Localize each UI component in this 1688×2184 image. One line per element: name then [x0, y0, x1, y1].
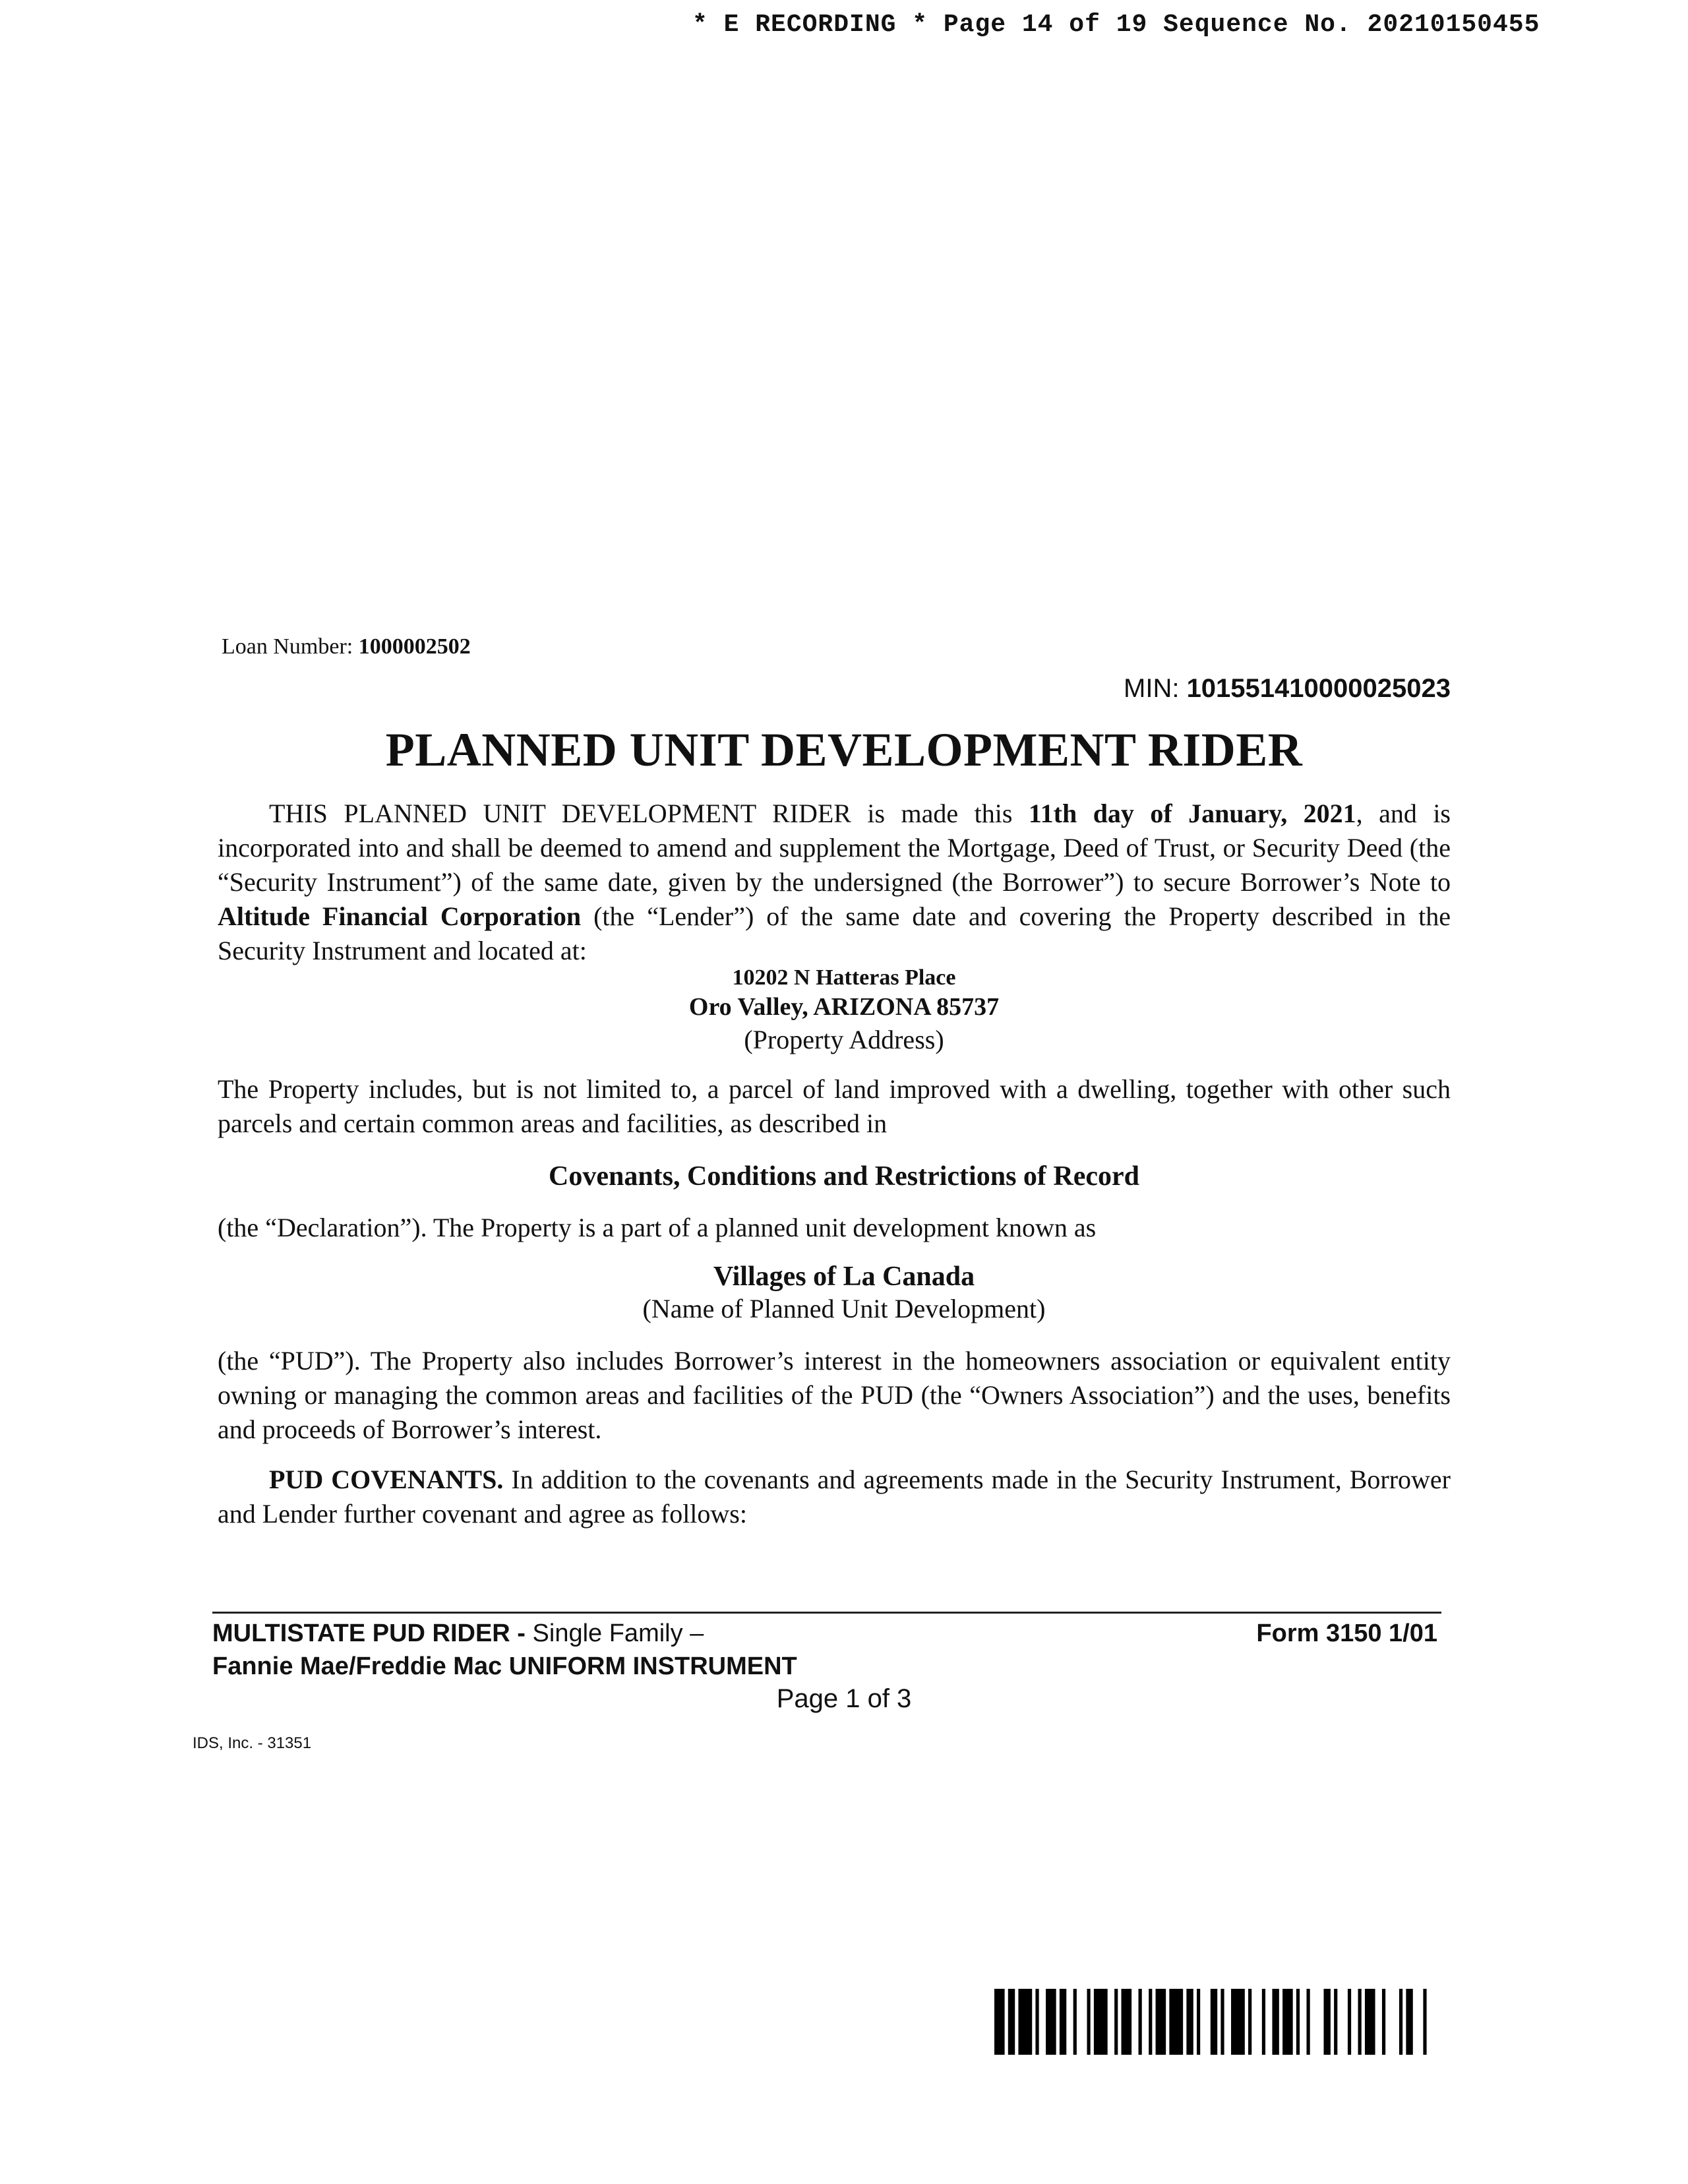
property-includes-paragraph: The Property includes, but is not limited to, a parcel of land improved with a dwelling, together with other such parcels and certain common areas and facilities, as described in — [218, 1074, 1451, 1138]
footer-line-2 — [212, 1650, 797, 1683]
property-city: Oro Valley, ARIZONA 85737 — [688, 993, 1000, 1021]
pud-name: Villages of La Canada — [713, 1261, 975, 1292]
pud-covenants-heading: PUD COVENANTS. — [269, 1465, 504, 1494]
rider-date: 11th day of January, 2021 — [1028, 799, 1356, 828]
footer-line-1 — [212, 1617, 797, 1650]
intro-text-2: , and is incorporated into and shall be deemed to amend and supplement the Mortgage, Deed of Trust, or Security Deed (the “Security Instrument”) of the same date, given by the undersigned (the Borrower”) to secure Borrower’s Note to — [218, 799, 1451, 897]
recording-header: * E RECORDING * Page 14 of 19 Sequence No. 20210150455 — [692, 11, 1540, 39]
min-label: MIN: — [1124, 674, 1187, 703]
document-title: PLANNED UNIT DEVELOPMENT RIDER — [385, 723, 1303, 776]
pud-paragraph: (the “PUD”). The Property also includes Borrower’s interest in the homeowners association or equivalent entity owning or managing the common areas and facilities of the PUD (the “Owners Association”) and the uses, benefits and proceeds of Borrower’s interest. — [218, 1346, 1451, 1444]
intro-paragraph — [218, 797, 1451, 968]
pud-name-caption: (Name of Planned Unit Development) — [642, 1294, 1046, 1323]
footer-rider-title: MULTISTATE PUD RIDER - — [212, 1620, 533, 1647]
intro-text-1: THIS PLANNED UNIT DEVELOPMENT RIDER is made this — [269, 799, 1029, 828]
pud-covenants-text: In addition to the covenants and agreements made in the Security Instrument, Borrower and Lender further covenant and agree as follows: — [218, 1465, 1451, 1529]
declaration-paragraph: (the “Declaration”). The Property is a part of a planned unit development known as — [218, 1213, 1097, 1242]
declaration-name: Covenants, Conditions and Restrictions of Record — [548, 1161, 1140, 1192]
barcode-icon — [994, 1989, 1433, 2055]
loan-number — [222, 634, 471, 659]
footer-form-number: Form 3150 1/01 — [1256, 1620, 1437, 1647]
pud-covenants-paragraph — [218, 1463, 1451, 1531]
min-value: 1015514100000250​23 — [1186, 674, 1451, 703]
loan-number-label: Loan Number: — [222, 634, 359, 659]
footer-form-description — [212, 1617, 797, 1683]
footer-page-number: Page 1 of 3 — [776, 1684, 912, 1713]
footer-instrument: Fannie Mae/Freddie Mac UNIFORM INSTRUMENT — [212, 1653, 797, 1680]
footer-rider-type: Single Family – — [532, 1620, 704, 1647]
loan-number-value: 1000002502 — [358, 634, 471, 659]
lender-name: Altitude Financial Corporation — [218, 901, 582, 931]
property-address-caption: (Property Address) — [744, 1025, 944, 1054]
footer-ids: IDS, Inc. - 31351 — [193, 1734, 312, 1752]
min-number — [1124, 674, 1451, 704]
intro-text-3: (the “Lender”) of the same date and covering the Property described in the Security Instrument and located at: — [218, 901, 1451, 965]
property-street: 10202 N Hatteras Place — [732, 965, 956, 990]
footer-divider — [212, 1612, 1441, 1614]
